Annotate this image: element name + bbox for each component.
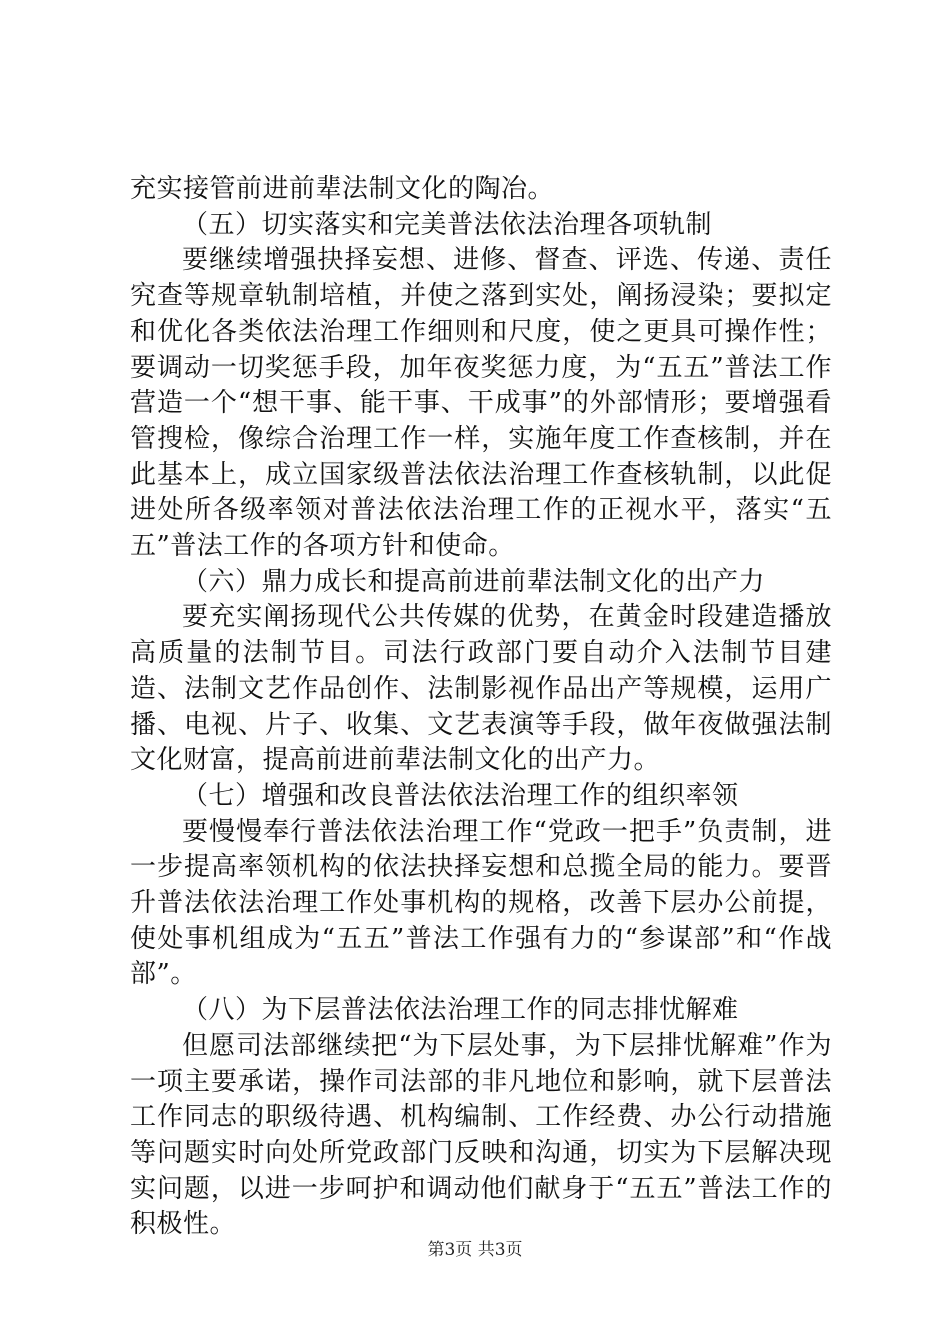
paragraph-continuation: 充实接管前进前辈法制文化的陶冶。: [130, 174, 555, 204]
section-heading-5: （五）切实落实和完美普法依法治理各项轨制: [182, 209, 713, 240]
section-heading-6: （六）鼎力成长和提高前进前辈法制文化的出产力: [182, 566, 766, 597]
document-body: [130, 172, 832, 1243]
page-number-label: 第3页 共3页: [427, 1240, 523, 1260]
paragraph-section-8: 但愿司法部继续把“为下层处事，为下层排忧解难”作为一项主要承诺，操作司法部的非凡地位和影响，就下层普法工作同志的职级待遇、机构编制、工作经费、办公行动措施等问题实时向处所党政部门反映和沟通，切实为下层解决现实问题，以进一步呵护和调动他们献身于“五五”普法工作的积极性。: [130, 1030, 832, 1240]
section-heading-8: （八）为下层普法依法治理工作的同志排忧解难: [182, 995, 739, 1026]
paragraph-section-6: 要充实阐扬现代公共传媒的优势，在黄金时段建造播放高质量的法制节目。司法行政部门要自动介入法制节目建造、法制文艺作品创作、法制影视作品出产等规模，运用广播、电视、片子、收集、文艺表演等手段，做年夜做强法制文化财富，提高前进前辈法制文化的出产力。: [130, 602, 832, 776]
page-footer: [0, 1238, 950, 1262]
section-heading-7: （七）增强和改良普法依法治理工作的组织率领: [182, 780, 739, 811]
paragraph-section-5: 要继续增强抉择妄想、进修、督查、评选、传递、责任究查等规章轨制培植，并使之落到实处，阐扬浸染；要拟定和优化各类依法治理工作细则和尺度，使之更具可操作性；要调动一切奖惩手段，加年夜奖惩力度，为“五五”普法工作营造一个“想干事、能干事、干成事”的外部情形；要增强看管搜检，像综合治理工作一样，实施年度工作查核制，并在此基本上，成立国家级普法依法治理工作查核轨制，以此促进处所各级率领对普法依法治理工作的正视水平，落实“五五”普法工作的各项方针和使命。: [130, 245, 832, 562]
paragraph-section-7: 要慢慢奉行普法依法治理工作“党政一把手”负责制，进一步提高率领机构的依法抉择妄想和总揽全局的能力。要晋升普法依法治理工作处事机构的规格，改善下层办公前提，使处事机组成为“五五”普法工作强有力的“参谋部”和“作战部”。: [130, 816, 832, 990]
